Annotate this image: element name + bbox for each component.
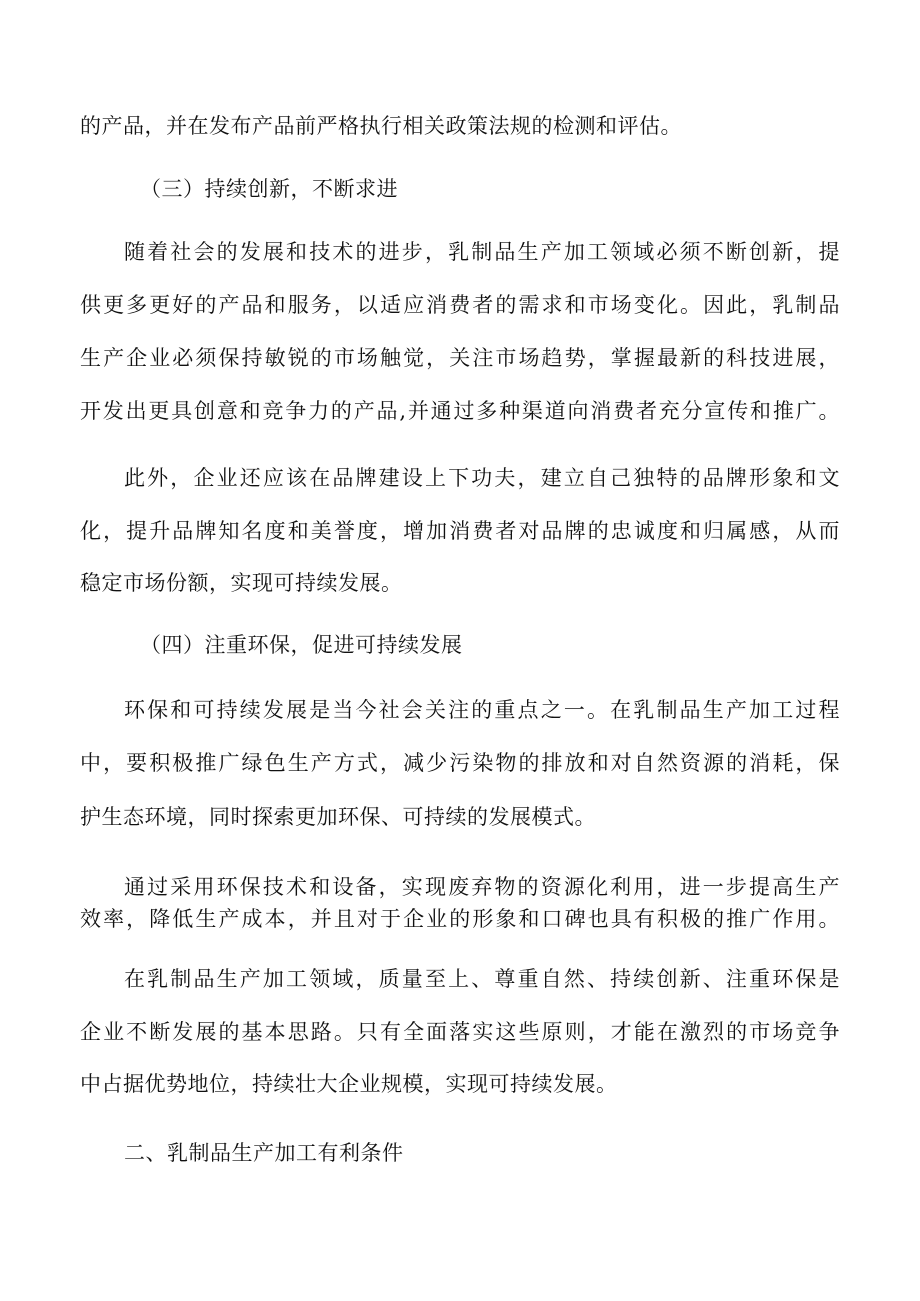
section-heading-2: 二、乳制品生产加工有利条件 (124, 1141, 404, 1165)
paragraph-line: 此外，企业还应该在品牌建设上下功夫，建立自己独特的品牌形象和文 (124, 466, 840, 490)
section-heading-3: （三）持续创新，不断求进 (140, 177, 398, 201)
paragraph-line: 护生态环境，同时探索更加环保、可持续的发展模式。 (80, 805, 596, 829)
paragraph-line: 企业不断发展的基本思路。只有全面落实这些原则，才能在激烈的市场竞争 (80, 1020, 840, 1044)
paragraph-line: 开发出更具创意和竞争力的产品,并通过多种渠道向消费者充分宣传和推广。 (80, 399, 840, 423)
paragraph-line: 生产企业必须保持敏锐的市场触觉，关注市场趋势，掌握最新的科技进展， (80, 346, 840, 370)
paragraph-line: 中占据优势地位，持续壮大企业规模，实现可持续发展。 (80, 1072, 618, 1096)
paragraph-line: 环保和可持续发展是当今社会关注的重点之一。在乳制品生产加工过程 (124, 698, 840, 722)
paragraph-line: 效率，降低生产成本，并且对于企业的形象和口碑也具有积极的推广作用。 (80, 907, 840, 931)
paragraph-line: 随着社会的发展和技术的进步，乳制品生产加工领域必须不断创新，提 (124, 240, 840, 264)
paragraph-line: 中，要积极推广绿色生产方式，减少污染物的排放和对自然资源的消耗，保 (80, 751, 840, 775)
paragraph-line: 稳定市场份额，实现可持续发展。 (80, 571, 403, 595)
paragraph-line: 的产品，并在发布产品前严格执行相关政策法规的检测和评估。 (80, 114, 682, 138)
paragraph-line: 供更多更好的产品和服务，以适应消费者的需求和市场变化。因此，乳制品 (80, 293, 840, 317)
paragraph-line: 在乳制品生产加工领域，质量至上、尊重自然、持续创新、注重环保是 (124, 967, 840, 991)
paragraph-line: 通过采用环保技术和设备，实现废弃物的资源化利用，进一步提高生产 (124, 875, 840, 899)
paragraph-line: 化，提升品牌知名度和美誉度，增加消费者对品牌的忠诚度和归属感，从而 (80, 519, 840, 543)
section-heading-4: （四）注重环保，促进可持续发展 (140, 633, 463, 657)
